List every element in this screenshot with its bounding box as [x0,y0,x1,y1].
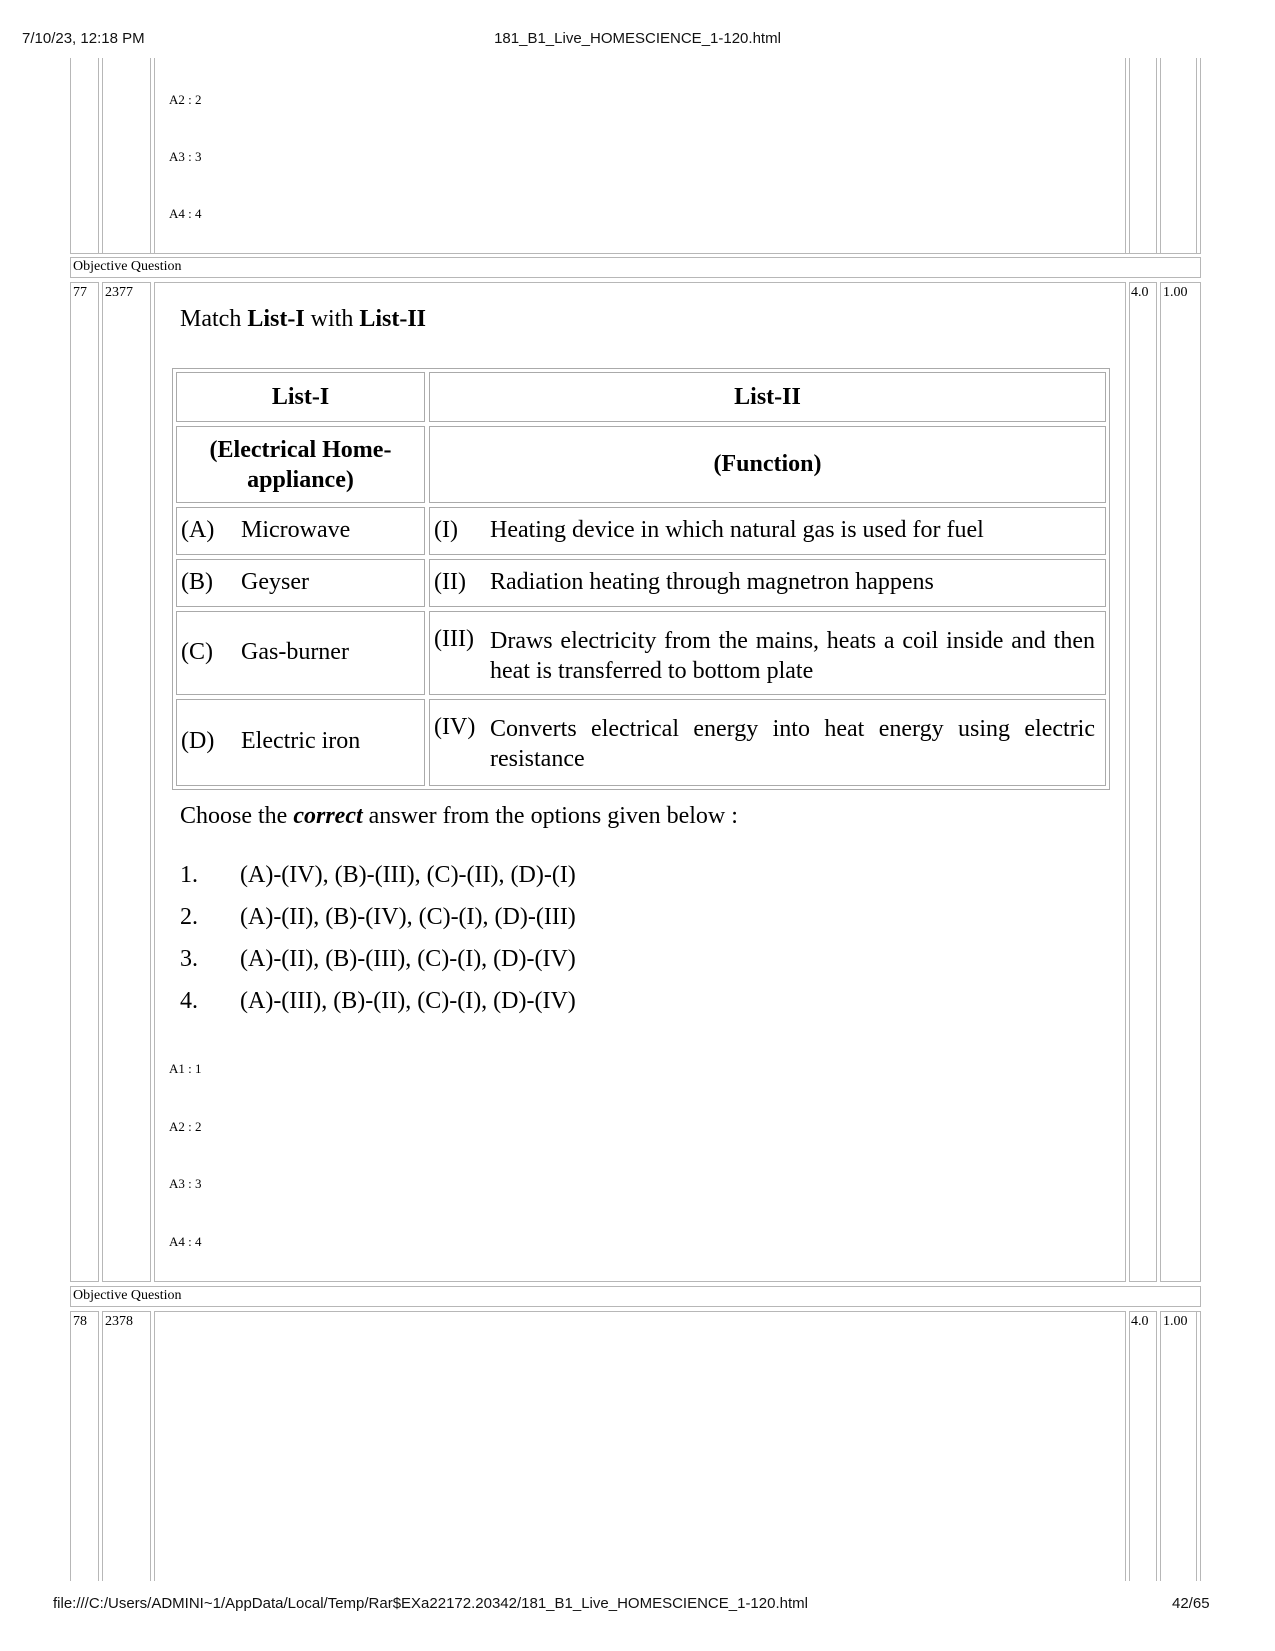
section-label-row [70,1286,1201,1307]
list2-key: (III) [434,626,474,652]
stem-text: with [304,306,360,332]
list1-row [176,699,425,786]
question-marks: 4.0 [1131,1314,1149,1329]
list2-subheader: (Function) [429,426,1106,503]
answer-option: A4 : 4 [169,1234,202,1249]
negative-marks: 1.00 [1163,1314,1188,1329]
option-number: 2. [180,904,198,930]
question-marks: 4.0 [1131,285,1149,300]
list2-key: (II) [434,569,466,595]
option-number: 3. [180,946,198,972]
negative-marks-cell [1160,282,1201,1282]
choose-text: answer from the options given below : [362,803,738,829]
list2-key: (I) [434,517,458,543]
list2-row [429,611,1106,695]
print-file-path: file:///C:/Users/ADMINI~1/AppData/Local/Temp/Rar$EXa22172.20342/181_B1_Live_HOMESCIENCE_1-120.html [53,1595,808,1612]
section-label: Objective Question [73,259,182,274]
print-datetime: 7/10/23, 12:18 PM [22,30,145,47]
answer-option: A4 : 4 [169,206,202,221]
question-id: 2378 [105,1314,133,1329]
stem-bold: List-I [247,306,305,332]
list1-key: (D) [181,728,215,754]
print-page-number: 42/65 [1172,1595,1210,1612]
list1-header: List-I [176,372,425,422]
option-text: (A)-(III), (B)-(II), (C)-(I), (D)-(IV) [240,988,576,1014]
option-text: (A)-(II), (B)-(IV), (C)-(I), (D)-(III) [240,904,576,930]
question-serial: 77 [73,285,87,300]
choose-instruction [180,803,738,830]
stem-bold: List-II [359,306,427,332]
question-id: 2377 [105,285,133,300]
answer-option: A2 : 2 [169,92,202,107]
list1-value: Electric iron [241,728,361,754]
list1-row [176,507,425,555]
question-serial: 78 [73,1314,87,1329]
list1-row [176,611,425,695]
section-label-row [70,257,1201,278]
list1-subheader: (Electrical Home-appliance) [176,426,425,503]
choose-emphasis: correct [293,803,363,829]
option-number: 1. [180,862,198,888]
choose-text: Choose the [180,803,294,829]
answer-option: A3 : 3 [169,1176,202,1191]
list2-key: (IV) [434,714,476,740]
list2-row [429,699,1106,786]
print-doc-title: 181_B1_Live_HOMESCIENCE_1-120.html [494,30,781,47]
list1-value: Microwave [241,517,351,543]
answer-option: A1 : 1 [169,1061,202,1076]
answer-option: A2 : 2 [169,1119,202,1134]
marks-cell [1129,282,1157,1282]
list2-row [429,559,1106,607]
list1-value: Gas-burner [241,639,349,665]
list1-key: (A) [181,517,215,543]
serial-cell [70,282,99,1282]
section-label: Objective Question [73,1288,182,1303]
answer-option: A3 : 3 [169,149,202,164]
list1-key: (B) [181,569,213,595]
list2-value: Heating device in which natural gas is used for fuel [490,517,984,543]
option-text: (A)-(IV), (B)-(III), (C)-(II), (D)-(I) [240,862,576,888]
list2-value: Draws electricity from the mains, heats a coil inside and then heat is transferred to bottom plate [490,628,1095,684]
list2-value: Converts electrical energy into heat energy using electric resistance [490,716,1095,772]
list1-value: Geyser [241,569,309,595]
option-number: 4. [180,988,198,1014]
list1-key: (C) [181,639,213,665]
question-id-cell [102,282,151,1282]
question-stem [180,306,426,333]
list2-row [429,507,1106,555]
list1-row [176,559,425,607]
negative-marks: 1.00 [1163,285,1188,300]
list2-header: List-II [429,372,1106,422]
list2-value: Radiation heating through magnetron happens [490,569,934,595]
option-text: (A)-(II), (B)-(III), (C)-(I), (D)-(IV) [240,946,576,972]
stem-text: Match [180,306,248,332]
